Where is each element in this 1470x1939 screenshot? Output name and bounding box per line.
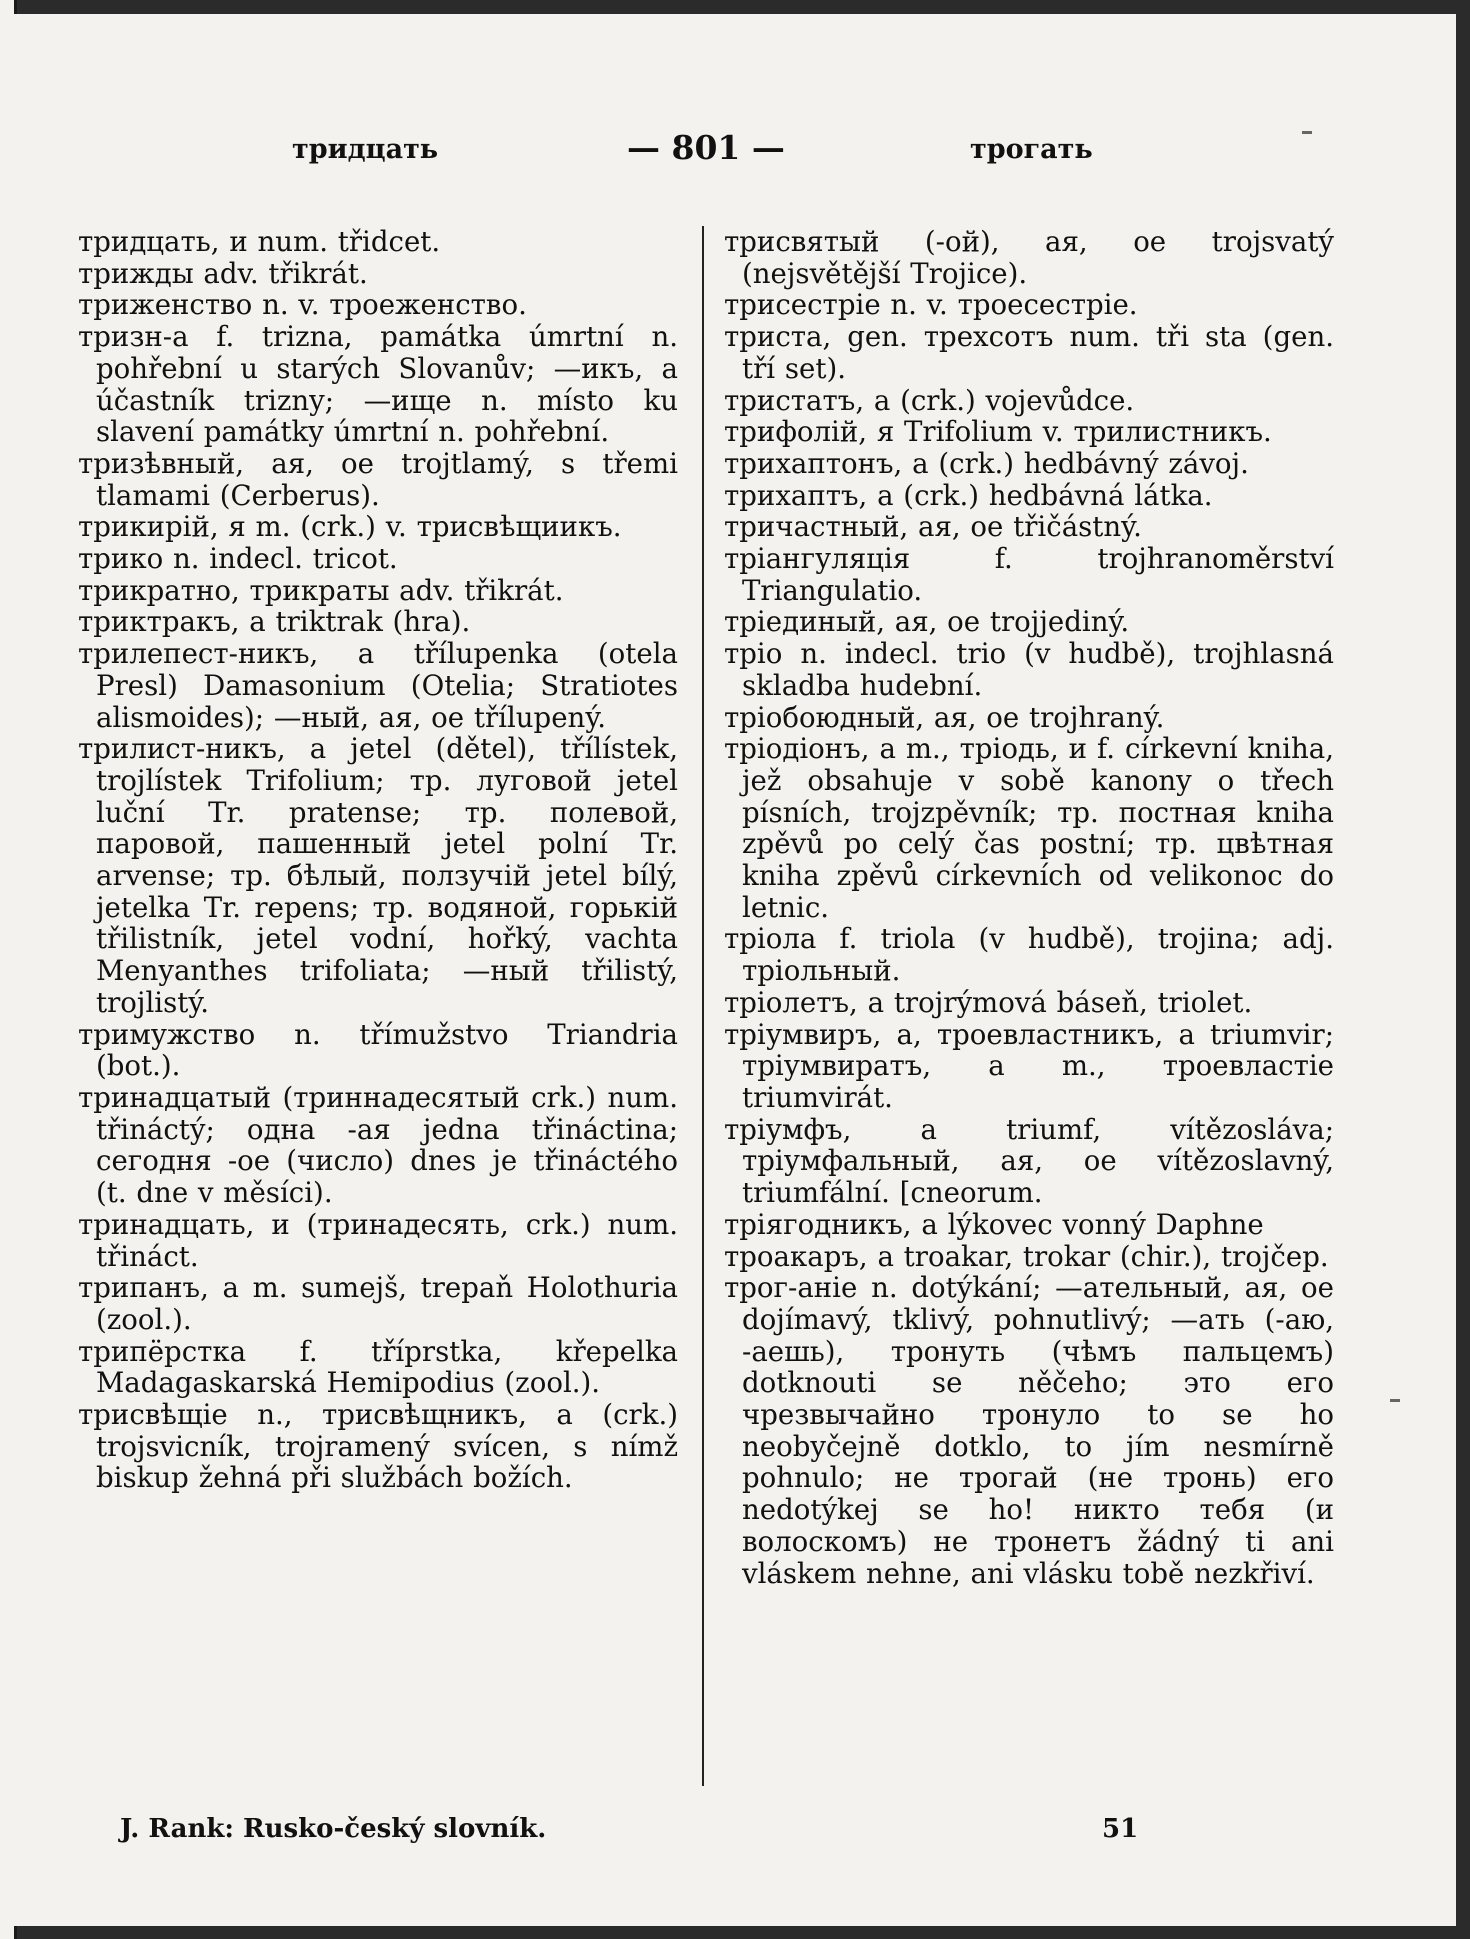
entry: трилепест-никъ, a třílupenka (otela Presl) Damasonium (Otelia; Stratiotes alismoides); —ный, ая, ое třílupený. xyxy=(78,637,678,734)
header-last-word: трогать xyxy=(970,134,1093,165)
right-column xyxy=(724,226,1334,1589)
entry: трихаптонъ, a (crk.) hedbávný závoj. xyxy=(724,446,1249,480)
entry: трикирій, я m. (crk.) v. трисвѣщиикъ. xyxy=(78,510,622,544)
entry: тріягодникъ, a lýkovec vonný Daphne xyxy=(724,1207,1264,1241)
entry: тричастный, ая, ое třičástný. xyxy=(724,510,1142,544)
entry: тризѣвный, ая, ое trojtlamý, s třemi tlamami (Cerberus). xyxy=(78,446,678,512)
entry: тріумфъ, a triumf, vítězosláva; тріумфальный, ая, ое vítězoslavný, triumfální. [cneorum. xyxy=(724,1112,1334,1210)
entry: тріобоюдный, ая, ое trojhraný. xyxy=(724,700,1165,734)
scan-speck xyxy=(1390,1399,1400,1402)
entry: тристатъ, a (crk.) vojevůdce. xyxy=(724,383,1135,417)
entry: тріединый, ая, ое trojjediný. xyxy=(724,605,1130,639)
entry: тримужство n. třímužstvo Triandria (bot.). xyxy=(78,1017,678,1083)
header-first-word: тридцать xyxy=(292,134,439,165)
entry: трипёрстка f. tříprstka, křepelka Madagaskarská Hemipodius (zool.). xyxy=(78,1334,678,1400)
column-divider xyxy=(702,226,704,1786)
scan-speck xyxy=(1302,131,1312,134)
entry: тринадцатый (триннадесятый crk.) num. třináctý; одна -ая jedna třináctina; сегодня -ое (число) dnes je třináctého (t. dne v měsíci). xyxy=(78,1080,678,1210)
entry: трико n. indecl. tricot. xyxy=(78,542,398,576)
entry: трифолій, я Trifolium v. трилистникъ. xyxy=(724,415,1272,449)
entry: трисестріе n. v. троесестріе. xyxy=(724,288,1138,322)
entry: триженство n. v. троеженство. xyxy=(78,288,527,322)
entry: тріумвиръ, а, троевластникъ, a triumvir; тріумвиратъ, a m., троевластіе triumvirát. xyxy=(724,1017,1334,1114)
entry: трихаптъ, a (crk.) hedbávná látka. xyxy=(724,478,1213,512)
entry: трисвятый (-ой), ая, ое trojsvatý (nejsvětější Trojice). xyxy=(724,225,1334,290)
entry: тріангуляція f. trojhranoměrství Triangulatio. xyxy=(724,542,1334,607)
dictionary-page xyxy=(12,14,1456,1926)
entry: трог-аніе n. dotýkání; —ательный, ая, ое dojímavý, tklivý, pohnutlivý; —ать (-аю, -аешь), тронуть (чѣмъ пальцемъ) dotknouti se něčeho; это его чрезвычайно тронуло to se ho neobyčejně dotklo, to jím nesmírně pohnulo; не трогай (не тронь) его nedotýkej se ho! никто тебя (и волоскомъ) не тронетъ žádný ti ani vláskem nehne, ani vlásku tobě nezkřiví. xyxy=(724,1271,1334,1590)
entry: тріодіонъ, a m., тріодь, и f. církevní kniha, jež obsahuje v sobě kanony o třech písních, trojzpěvník; тр. постная kniha zpěvů po celý čas postní; тр. цвѣтная kniha zpěvů církevních od velikonoc do letnic. xyxy=(724,732,1334,924)
entry: троакаръ, a troakar, trokar (chir.), trojčep. xyxy=(724,1239,1329,1273)
footer-author-title: J. Rank: Rusko-český slovník. xyxy=(120,1814,547,1844)
running-header xyxy=(12,128,1456,174)
entry: тріо n. indecl. trio (v hudbě), trojhlasná skladba hudební. xyxy=(724,637,1334,702)
entry: трикратно, трикраты adv. třikrát. xyxy=(78,573,564,607)
footer-signature-number: 51 xyxy=(1102,1814,1139,1844)
entry: тріола f. triola (v hudbě), trojina; adj. тріольный. xyxy=(724,922,1334,988)
entry: тріолетъ, a trojrýmová báseň, triolet. xyxy=(724,985,1253,1019)
entry: триста, gen. трехсотъ num. tři sta (gen. tří set). xyxy=(724,320,1334,385)
left-column xyxy=(78,226,678,1494)
entry: тризн-а f. trizna, památka úmrtní n. pohřební u starých Slovanův; —икъ, a účastník trizny; —ище n. místo ku slavení památky úmrtní n. pohřební. xyxy=(78,320,678,449)
entry: трипанъ, a m. sumejš, trepaň Holothuria (zool.). xyxy=(78,1271,678,1336)
entry: триктракъ, a triktrak (hra). xyxy=(78,605,471,639)
entry: трисвѣщіе n., трисвѣщникъ, a (crk.) trojsvicník, trojramený svícen, s nímž biskup žehná při službách božích. xyxy=(78,1398,678,1495)
header-page-number: — 801 — xyxy=(627,128,785,167)
entry: тридцать, и num. třidcet. xyxy=(78,225,441,258)
entry: тринадцать, и (тринадесять, crk.) num. třináct. xyxy=(78,1207,678,1273)
entry: трижды adv. třikrát. xyxy=(78,256,368,290)
entry: трилист-никъ, a jetel (dětel), třílístek, trojlístek Trifolium; тр. луговой jetel luční Tr. pratense; тр. полевой, паровой, пашенный jetel polní Tr. arvense; тр. бѣлый, ползучій jetel bílý, jetelka Tr. repens; тр. водяной, горькій třilistník, jetel vodní, hořký, vachta Menyanthes trifoliata; —ный třilistý, trojlistý. xyxy=(78,732,678,1019)
